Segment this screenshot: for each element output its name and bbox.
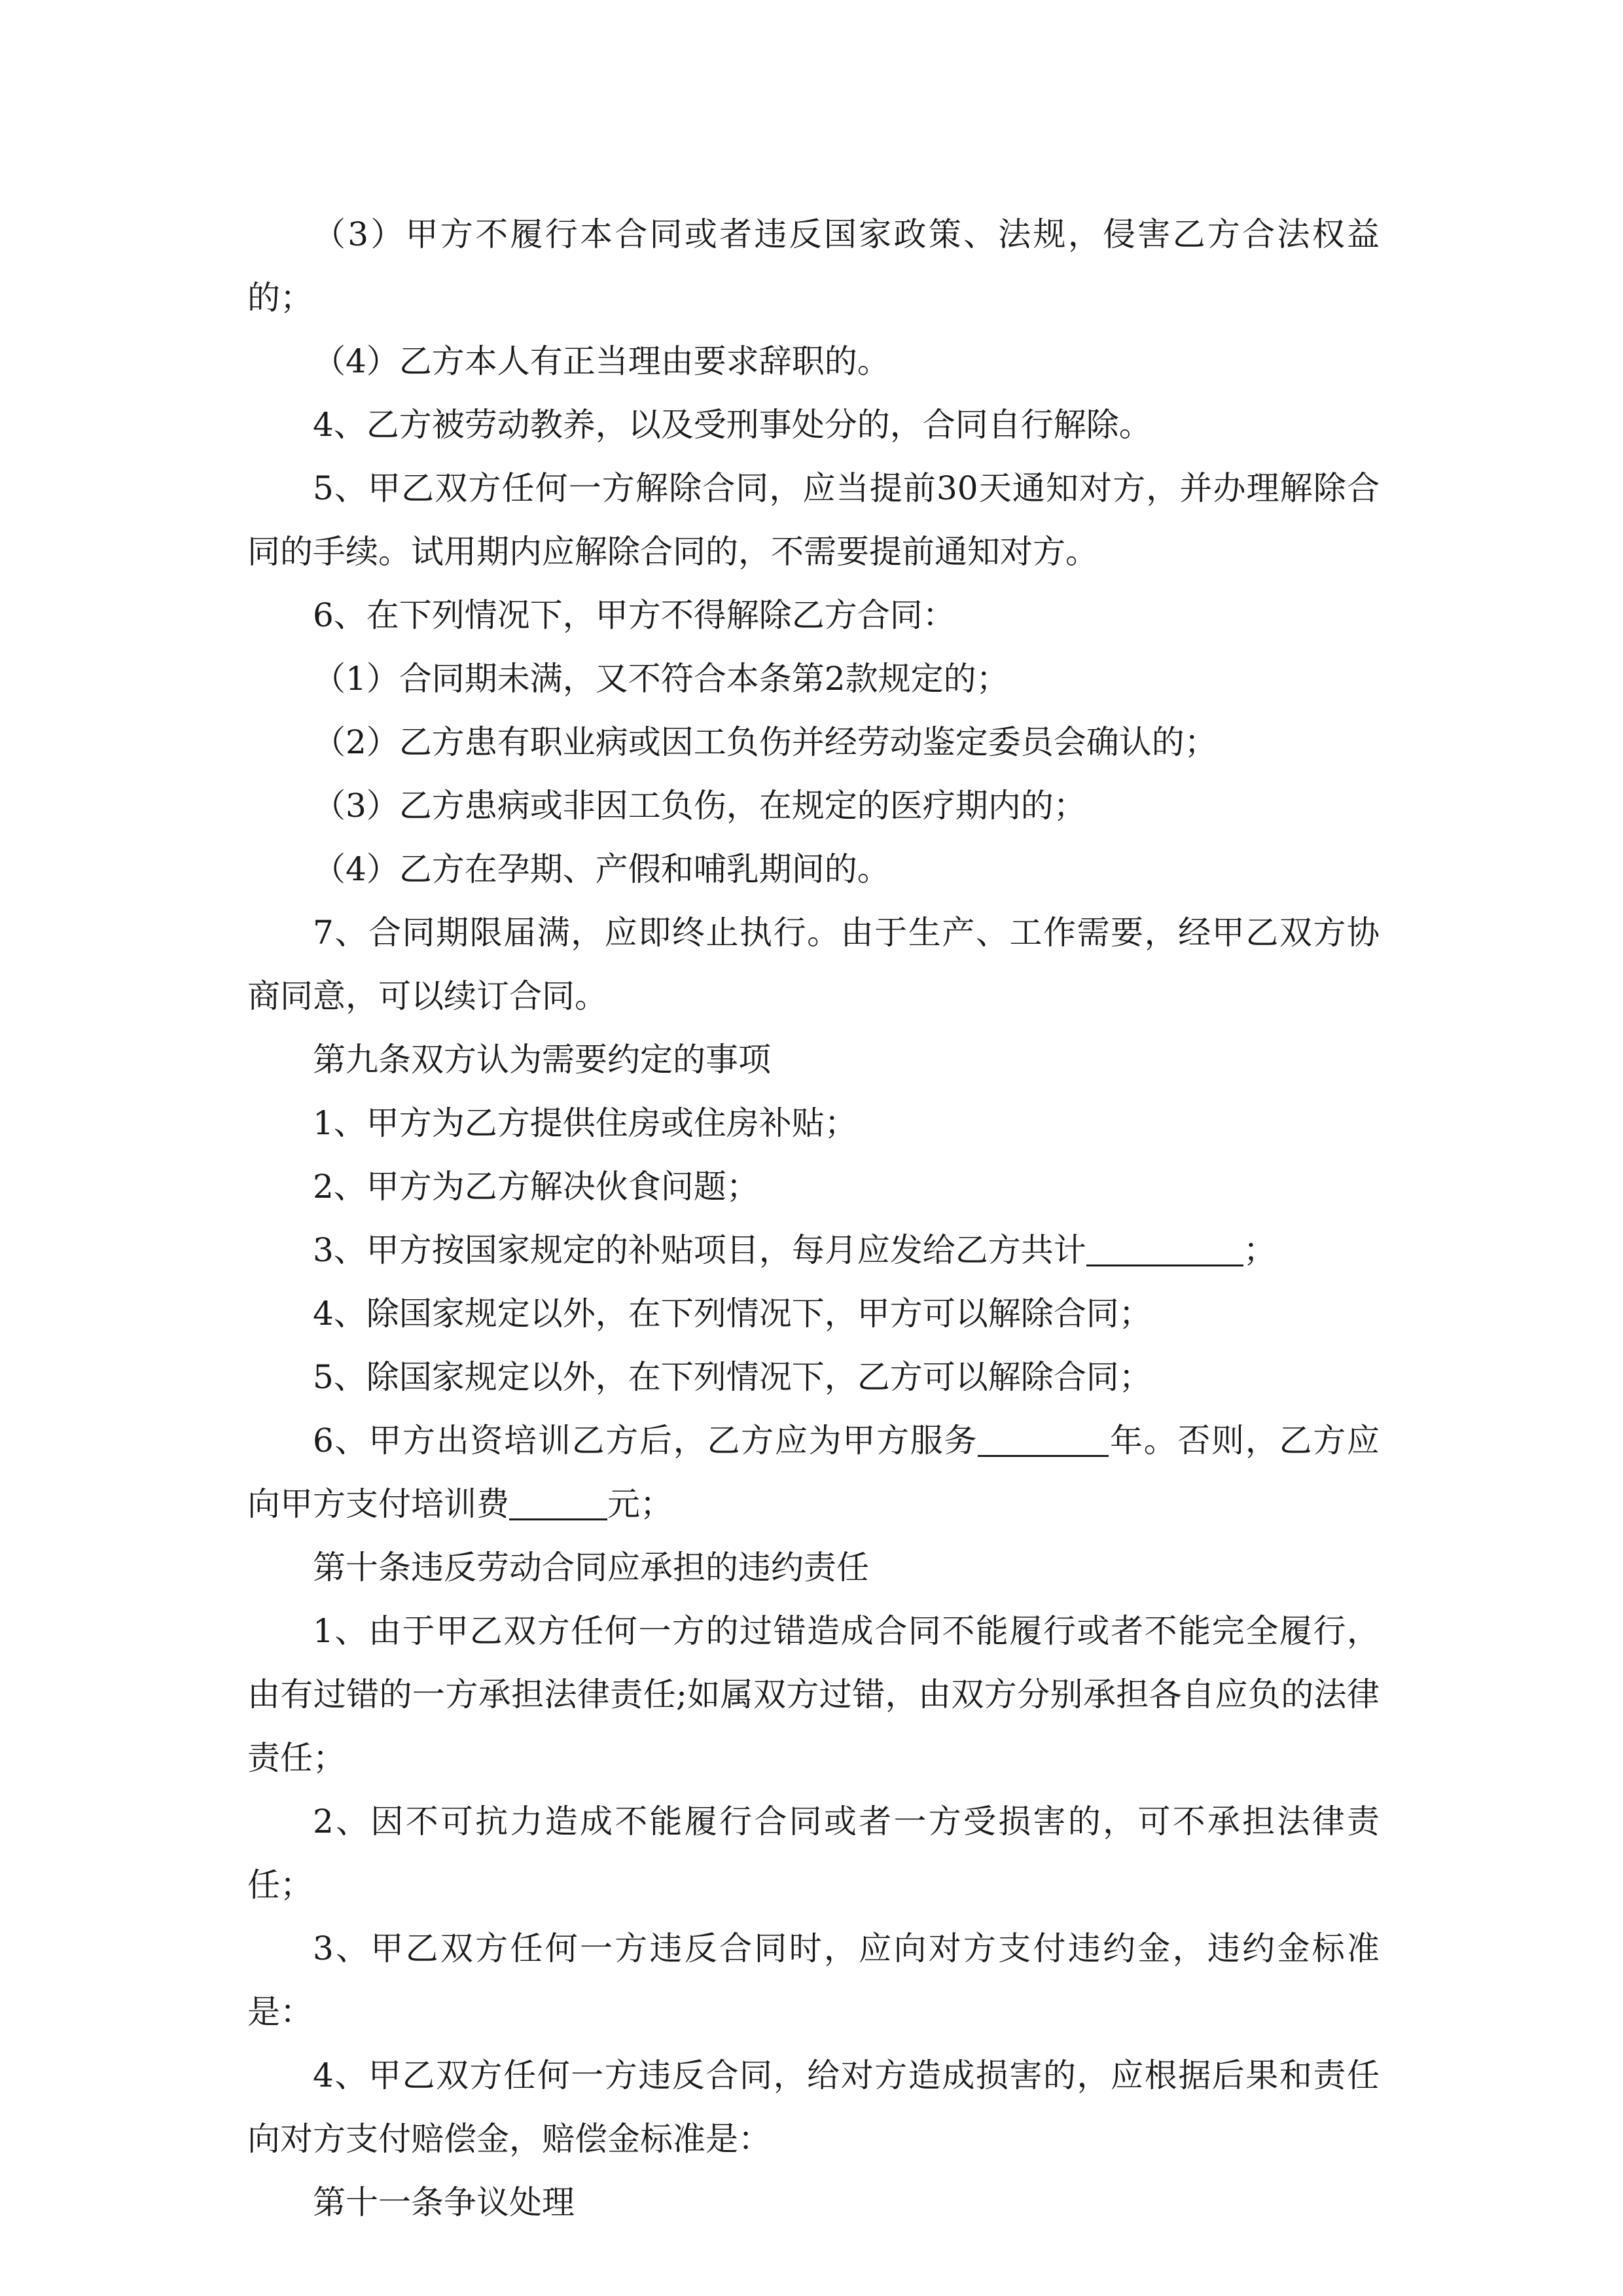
clause-paragraph: 4、甲乙双方任何一方违反合同，给对方造成损害的，应根据后果和责任向对方支付赔偿金，赔偿金标准是： bbox=[247, 2056, 1380, 2158]
clause-paragraph: 5、甲乙双方任何一方解除合同，应当提前30天通知对方，并办理解除合同的手续。试用期内应解除合同的，不需要提前通知对方。 bbox=[247, 469, 1380, 571]
article-heading: 第九条双方认为需要约定的事项 bbox=[313, 1041, 771, 1079]
clause-paragraph: 1、甲方为乙方提供住房或住房补贴； bbox=[313, 1104, 857, 1142]
clause-paragraph: 1、由于甲乙双方任何一方的过错造成合同不能履行或者不能完全履行，由有过错的一方承担法律责任;如属双方过错，由双方分别承担各自应负的法律责任； bbox=[247, 1612, 1380, 1777]
training-fee-blank bbox=[509, 1486, 607, 1520]
article-heading: 第十条违反劳动合同应承担的违约责任 bbox=[313, 1549, 869, 1587]
clause-paragraph: （1）合同期未满，又不符合本条第2款规定的； bbox=[313, 660, 1009, 698]
clause-paragraph: 4、除国家规定以外，在下列情况下，甲方可以解除合同； bbox=[313, 1295, 1152, 1333]
clause-paragraph: （3）乙方患病或非因工负伤，在规定的医疗期内的； bbox=[313, 787, 1086, 825]
subsidy-clause-text: 3、甲方按国家规定的补贴项目，每月应发给乙方共计 bbox=[313, 1231, 1086, 1269]
training-clause bbox=[247, 1409, 1380, 1536]
training-clause-text: 6、甲方出资培训乙方后，乙方应为甲方服务 bbox=[313, 1422, 978, 1460]
clause-paragraph: 2、因不可抗力造成不能履行合同或者一方受损害的，可不承担法律责任； bbox=[247, 1803, 1380, 1904]
clause-paragraph: 2、甲方为乙方解决伙食问题； bbox=[313, 1168, 759, 1206]
clause-paragraph: 6、在下列情况下，甲方不得解除乙方合同： bbox=[313, 596, 955, 634]
contract-body bbox=[247, 203, 1380, 2234]
clause-paragraph: （4）乙方本人有正当理由要求辞职的。 bbox=[313, 342, 890, 380]
clause-paragraph: 5、除国家规定以外，在下列情况下，乙方可以解除合同； bbox=[313, 1358, 1152, 1396]
subsidy-amount-blank bbox=[1086, 1232, 1243, 1266]
clause-paragraph: 4、乙方被劳动教养，以及受刑事处分的，合同自行解除。 bbox=[313, 406, 1152, 444]
clause-paragraph: （4）乙方在孕期、产假和哺乳期间的。 bbox=[313, 850, 890, 888]
article-heading: 第十一条争议处理 bbox=[313, 2183, 575, 2221]
clause-paragraph: 7、合同期限届满，应即终止执行。由于生产、工作需要，经甲乙双方协商同意，可以续订合同。 bbox=[247, 914, 1380, 1015]
training-clause-end: 元； bbox=[607, 1485, 673, 1523]
service-years-blank bbox=[978, 1422, 1109, 1457]
clause-paragraph: 3、甲乙双方任何一方违反合同时，应向对方支付违约金，违约金标准是： bbox=[247, 1929, 1380, 2031]
clause-paragraph: （3）甲方不履行本合同或者违反国家政策、法规，侵害乙方合法权益的； bbox=[247, 215, 1380, 317]
clause-paragraph: （2）乙方患有职业病或因工负伤并经劳动鉴定委员会确认的； bbox=[313, 723, 1217, 761]
training-clause-text: 年。否则，乙方应向甲方支付培训费 bbox=[247, 1422, 1380, 1523]
subsidy-clause-end: ； bbox=[1243, 1231, 1276, 1269]
subsidy-clause bbox=[247, 1219, 1380, 1282]
